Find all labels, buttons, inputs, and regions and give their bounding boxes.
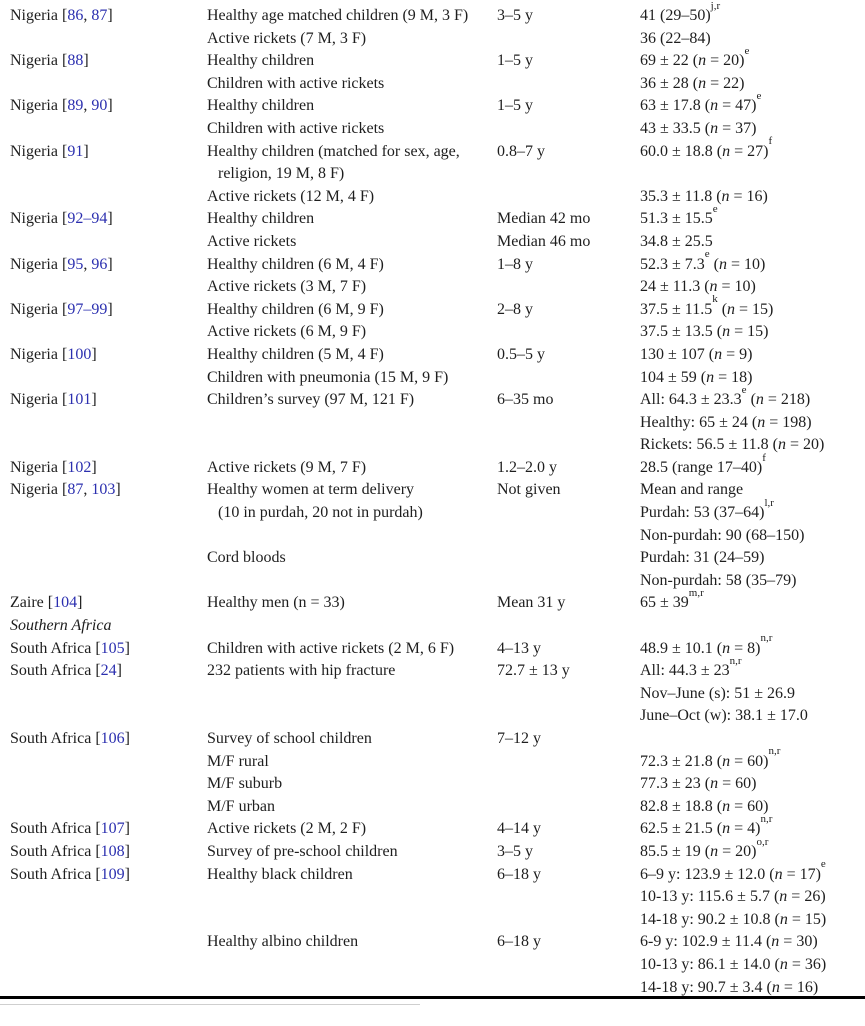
- age-cell: [497, 321, 640, 344]
- reference-link[interactable]: 87: [91, 7, 108, 24]
- section-header-label: [10, 615, 207, 638]
- country-cell: [10, 570, 207, 593]
- table-row: [10, 858, 865, 887]
- country-cell: [10, 547, 207, 570]
- value-cell: 10-13 y: 115.6 ± 5.7 (n = 26): [640, 888, 826, 906]
- footnote-superscript: n,r: [760, 813, 773, 826]
- italic-text: n: [710, 775, 719, 793]
- age-cell: [497, 412, 640, 435]
- age-cell: [497, 502, 640, 525]
- table-row: [10, 163, 865, 186]
- reference-link[interactable]: 89: [67, 97, 84, 115]
- reference-link[interactable]: 95: [67, 255, 84, 273]
- population-cell: Healthy age matched children (9 M, 3 F): [207, 7, 469, 24]
- age-cell: 6–18 y: [497, 865, 541, 883]
- country-cell: Zaire [104]: [10, 594, 83, 612]
- italic-text: n: [722, 323, 731, 341]
- table-row: [10, 344, 865, 367]
- value-cell: Healthy: 65 ± 24 (n = 198): [640, 413, 812, 431]
- value-cell: 41 $(29-50)^{j,r}$: [640, 0, 721, 24]
- population-cell: Active rickets (3 M, 7 F): [207, 278, 367, 296]
- population-cell: [207, 434, 497, 457]
- age-cell: [497, 751, 640, 774]
- age-cell: [497, 886, 640, 909]
- population-cell: Children with active rickets: [207, 119, 385, 137]
- population-cell: Active rickets (9 M, 7 F): [207, 458, 367, 476]
- population-cell: Healthy children (matched for sex, age,: [207, 142, 460, 160]
- population-cell: M/F urban: [207, 797, 275, 815]
- footnote-superscript: k: [712, 293, 718, 306]
- value-cell: [640, 728, 865, 751]
- country-cell: Nigeria [89, 90]: [10, 97, 113, 115]
- table-row: [10, 434, 865, 457]
- table-row: [10, 28, 865, 51]
- country-cell: South Africa [109]: [10, 865, 130, 883]
- population-cell: Active rickets (12 M, 4 F): [207, 187, 375, 205]
- value-cell: 14-18 y: 90.2 ± 10.8 (n = 15): [640, 910, 827, 928]
- population-cell: [207, 954, 497, 977]
- value-cell: 14-18 y: 90.7 ± 3.4 (n = 16): [640, 978, 819, 996]
- reference-link[interactable]: 101: [67, 391, 92, 409]
- value-cell: 34.8 ± 25.5: [640, 232, 713, 250]
- reference-link[interactable]: 104: [53, 594, 78, 612]
- value-cell: 28.5 (range 17–40)$^f$: [640, 451, 766, 476]
- table-row: [10, 276, 865, 299]
- population-cell: Active rickets (6 M, 9 F): [207, 323, 367, 341]
- country-cell: Nigeria [100]: [10, 345, 97, 363]
- italic-text: n: [710, 97, 719, 115]
- reference-link[interactable]: 90: [91, 97, 108, 115]
- italic-text: n: [722, 797, 731, 815]
- country-cell: [10, 321, 207, 344]
- age-cell: [497, 118, 640, 141]
- population-cell: Cord bloods: [207, 549, 286, 567]
- value-cell: [640, 163, 865, 186]
- country-cell: [10, 705, 207, 728]
- age-cell: 72.7 ± 13 y: [497, 662, 570, 680]
- population-cell: Healthy black children: [207, 865, 353, 883]
- italic-text: n: [719, 255, 727, 273]
- italic-text: n: [722, 639, 731, 657]
- population-cell: [207, 705, 497, 728]
- age-cell: 6–35 mo: [497, 391, 554, 409]
- age-cell: [497, 276, 640, 299]
- population-cell: Healthy children (6 M, 4 F): [207, 255, 384, 273]
- country-cell: [10, 412, 207, 435]
- country-cell: [10, 434, 207, 457]
- population-cell: Children with pneumonia (15 M, 9 F): [207, 368, 449, 386]
- italic-text: Southern Africa: [10, 617, 112, 635]
- value-cell: 48.9 ± 10.1 (n = 8)$^{n,r}$: [640, 632, 773, 657]
- italic-text: n: [710, 842, 719, 860]
- table-row: [10, 90, 865, 118]
- population-cell: Healthy children: [207, 97, 315, 115]
- age-cell: 0.5–5 y: [497, 345, 545, 363]
- table-bottom-rule-shadow: [0, 1004, 420, 1005]
- table-row: [10, 745, 865, 774]
- reference-link[interactable]: 103: [91, 481, 116, 499]
- italic-text: n: [710, 119, 719, 137]
- table-row: [10, 293, 865, 322]
- population-cell: Healthy children: [207, 52, 315, 70]
- population-cell: Children with active rickets (2 M, 6 F): [207, 639, 455, 657]
- italic-text: n: [779, 955, 788, 973]
- italic-text: n: [774, 865, 783, 883]
- age-cell: [497, 525, 640, 548]
- table-row: [10, 496, 865, 525]
- table-row: [10, 796, 865, 819]
- population-cell: Children’s survey (97 M, 121 F): [207, 391, 415, 409]
- age-cell: [497, 909, 640, 932]
- reference-link[interactable]: 102: [67, 458, 92, 476]
- age-cell: [497, 367, 640, 390]
- country-cell: Nigeria [91]: [10, 142, 89, 160]
- footnote-superscript: l,r: [764, 496, 774, 509]
- reference-link[interactable]: 86: [67, 7, 84, 24]
- value-cell: 52.3 ± 7.3$^e$ (n = 10): [640, 248, 766, 273]
- value-cell: $65 \pm 39^{m,r}$: [640, 587, 704, 612]
- table-row: [10, 135, 865, 164]
- population-cell: [207, 909, 497, 932]
- population-cell: Active rickets: [207, 232, 297, 250]
- footnote-superscript: n,r: [760, 632, 773, 645]
- age-cell: 0.8–7 y: [497, 142, 545, 160]
- italic-text: n: [757, 413, 766, 431]
- table-row: [10, 728, 865, 751]
- population-cell: Healthy albino children: [207, 933, 359, 951]
- reference-link[interactable]: 105: [100, 639, 125, 657]
- age-cell: 6–18 y: [497, 933, 541, 951]
- country-cell: [10, 773, 207, 796]
- reference-link[interactable]: 92–94: [67, 210, 108, 228]
- table-row: [10, 231, 865, 254]
- value-cell: 72.3 ± 21.8 (n = 60)$^{n,r}$: [640, 745, 781, 770]
- population-cell: Healthy women at term delivery: [207, 481, 415, 499]
- italic-text: n: [721, 187, 730, 205]
- age-cell: [497, 73, 640, 96]
- age-cell: 3–5 y: [497, 842, 533, 860]
- age-cell: [497, 570, 640, 593]
- footnote-superscript: f: [768, 135, 773, 148]
- table-row: [10, 705, 865, 728]
- country-cell: Nigeria [88]: [10, 52, 89, 70]
- italic-text: n: [722, 752, 731, 770]
- population-cell: Children with active rickets: [207, 74, 385, 92]
- age-cell: [497, 705, 640, 728]
- country-cell: [10, 886, 207, 909]
- value-cell: 6–9 y: 123.9 ± 12.0 (n = 17)$^e$: [640, 858, 826, 883]
- population-cell: [207, 570, 497, 593]
- country-cell: South Africa [24]: [10, 662, 122, 680]
- table-row: [10, 525, 865, 548]
- value-cell: 6-9 y: 102.9 ± 11.4 (n = 30): [640, 933, 818, 951]
- population-cell: Healthy children (5 M, 4 F): [207, 345, 384, 363]
- age-cell: [497, 683, 640, 706]
- country-cell: [10, 73, 207, 96]
- reference-link[interactable]: 109: [100, 865, 125, 883]
- country-cell: Nigeria [102]: [10, 458, 97, 476]
- table-row: [10, 203, 865, 231]
- population-cell: [207, 886, 497, 909]
- table-bottom-rule: [0, 996, 865, 999]
- age-cell: 1–5 y: [497, 52, 533, 70]
- country-cell: [10, 751, 207, 774]
- reference-link[interactable]: 107: [100, 820, 125, 838]
- table-row: [10, 654, 865, 683]
- table-row: [10, 412, 865, 435]
- table-row: [10, 547, 865, 570]
- country-cell: Nigeria [86, 87]: [10, 7, 113, 24]
- table-row: [10, 367, 865, 390]
- country-cell: [10, 118, 207, 141]
- age-cell: [497, 615, 640, 638]
- value-cell: 10-13 y: 86.1 ± 14.0 (n = 36): [640, 955, 827, 973]
- table-row: [10, 835, 865, 864]
- age-cell: 4–13 y: [497, 639, 541, 657]
- table-row: [10, 479, 865, 502]
- country-cell: South Africa [107]: [10, 820, 130, 838]
- population-cell: M/F rural: [207, 752, 269, 770]
- age-cell: [497, 434, 640, 457]
- country-cell: Nigeria [92–94]: [10, 210, 113, 228]
- population-cell: [207, 412, 497, 435]
- population-cell: religion, 19 M, 8 F): [218, 165, 345, 183]
- population-cell: Survey of school children: [207, 730, 372, 747]
- italic-text: n: [698, 52, 707, 70]
- population-cell: Active rickets (7 M, 3 F): [207, 29, 367, 47]
- country-cell: [10, 28, 207, 51]
- value-cell: 43 ± 33.5 (n = 37): [640, 119, 757, 137]
- country-cell: Nigeria [95, 96]: [10, 255, 113, 273]
- population-cell: 232 patients with hip fracture: [207, 662, 396, 680]
- age-cell: 3–5 y: [497, 7, 533, 24]
- reference-link[interactable]: 106: [100, 730, 125, 747]
- age-cell: 1–8 y: [497, 255, 533, 273]
- reference-link[interactable]: 96: [91, 255, 108, 273]
- value-cell: $37.5 \pm 11.5^k$ (n = 15): [640, 293, 774, 318]
- italic-text: n: [722, 142, 731, 160]
- age-cell: [497, 186, 640, 209]
- age-cell: 4–14 y: [497, 820, 541, 838]
- value-cell: 62.5 ± 21.5 (n = 4)$^{n,r}$: [640, 813, 773, 838]
- footnote-superscript: f: [762, 451, 766, 464]
- age-cell: [497, 773, 640, 796]
- footnote-superscript: j,r: [710, 0, 721, 12]
- italic-text: n: [755, 391, 764, 409]
- footnote-superscript: n,r: [768, 745, 781, 758]
- value-cell: 36 (22–84): [640, 29, 711, 47]
- italic-text: n: [709, 278, 718, 296]
- italic-text: n: [722, 820, 731, 838]
- italic-text: n: [771, 978, 780, 996]
- value-cell: 36 ± 28 (n = 22): [640, 74, 745, 92]
- country-cell: [10, 683, 207, 706]
- italic-text: n: [706, 368, 715, 386]
- population-cell: Healthy children (6 M, 9 F): [207, 300, 384, 318]
- population-cell: Active rickets (2 M, 2 F): [207, 820, 367, 838]
- age-cell: Not given: [497, 481, 561, 499]
- value-cell: 35.3 ± 11.8 (n = 16): [640, 187, 768, 205]
- section-header-row: [10, 615, 865, 638]
- table-row: [10, 451, 865, 480]
- value-cell: June–Oct (w): 38.1 ± 17.0: [640, 707, 808, 725]
- country-cell: [10, 796, 207, 819]
- country-cell: [10, 367, 207, 390]
- italic-text: n: [698, 74, 707, 92]
- population-cell: Survey of pre-school children: [207, 842, 398, 860]
- reference-link[interactable]: 88: [67, 52, 84, 70]
- value-cell: 82.8 ± 18.8 (n = 60): [640, 797, 769, 815]
- country-cell: Nigeria [87, 103]: [10, 481, 121, 499]
- italic-text: n: [779, 910, 788, 928]
- footnote-superscript: e: [756, 90, 762, 103]
- value-cell: Nov–June (s): 51 ± 26.9: [640, 684, 795, 702]
- population-cell: M/F suburb: [207, 775, 283, 793]
- table-row: [10, 186, 865, 209]
- value-cell: [640, 615, 865, 638]
- age-cell: 1–5 y: [497, 97, 533, 115]
- age-cell: Median 46 mo: [497, 232, 591, 250]
- value-cell: All: 64.3 ± 23.3$^e$ (n = 218): [640, 383, 811, 409]
- reference-link[interactable]: 24: [100, 662, 117, 680]
- table-row: [10, 248, 865, 277]
- table-row: [10, 383, 865, 412]
- italic-text: n: [779, 888, 788, 906]
- footnote-superscript: e: [741, 383, 747, 396]
- table-row: [10, 587, 865, 615]
- value-cell: Rickets: 56.5 ± 11.8 (n = 20): [640, 436, 825, 454]
- table-row: [10, 118, 865, 141]
- table-row: [10, 73, 865, 96]
- table-row: [10, 44, 865, 73]
- value-cell: 104 ± 59 (n = 18): [640, 368, 753, 386]
- table-row: [10, 931, 865, 954]
- italic-text: n: [714, 345, 723, 363]
- age-cell: 1.2–2.0 y: [497, 458, 557, 476]
- italic-text: n: [771, 933, 780, 951]
- footnote-superscript: m,r: [688, 587, 704, 600]
- value-cell: Purdah: 53 $(37-64)^{l,r}$: [640, 496, 774, 522]
- table-row: [10, 0, 865, 28]
- value-cell: 69 ± 22 (n = 20)$^e$: [640, 44, 750, 70]
- value-cell: Non-purdah: 90 (68–150): [640, 526, 805, 544]
- population-cell: Healthy children: [207, 210, 315, 228]
- country-cell: [10, 525, 207, 548]
- value-cell: 51.3 ± 15.5$^e$: [640, 203, 718, 228]
- value-cell: Non-purdah: 58 (35–79): [640, 571, 797, 589]
- table-row: [10, 321, 865, 344]
- table-row: [10, 570, 865, 593]
- value-cell: Purdah: 31 (24–59): [640, 549, 765, 567]
- population-cell: [207, 525, 497, 548]
- reference-link[interactable]: 91: [67, 142, 84, 160]
- country-cell: [10, 186, 207, 209]
- country-cell: [10, 276, 207, 299]
- value-cell: 37.5 ± 13.5 (n = 15): [640, 323, 769, 341]
- population-cell: (10 in purdah, 20 not in purdah): [218, 504, 423, 522]
- population-cell: [207, 683, 497, 706]
- country-cell: [10, 163, 207, 186]
- country-cell: [10, 231, 207, 254]
- country-cell: South Africa [108]: [10, 842, 130, 860]
- italic-text: n: [777, 436, 786, 454]
- value-cell: 63 ± 17.8 (n = 47)$^e$: [640, 90, 762, 115]
- age-cell: [497, 796, 640, 819]
- table-row: [10, 813, 865, 841]
- population-cell: Healthy men (n = 33): [207, 594, 345, 612]
- footnote-superscript: n,r: [729, 654, 742, 667]
- value-cell: Mean and range: [640, 481, 744, 499]
- population-cell: [207, 615, 497, 638]
- footnote-superscript: e: [712, 203, 718, 216]
- age-cell: Median 42 mo: [497, 210, 591, 228]
- age-cell: [497, 547, 640, 570]
- footnote-superscript: e: [820, 858, 826, 871]
- age-cell: 7–12 y: [497, 730, 541, 747]
- country-cell: Nigeria [101]: [10, 391, 97, 409]
- value-cell: All: $44.3 \pm 23^{n,r}$: [640, 654, 742, 680]
- value-cell: 85.5 ± 19 (n = 20)$^{o,r}$: [640, 835, 769, 860]
- value-cell: 24 ± 11.3 (n = 10): [640, 278, 756, 296]
- age-cell: [497, 954, 640, 977]
- italic-text: n: [727, 300, 736, 318]
- footnote-superscript: e: [744, 44, 750, 57]
- country-cell: [10, 954, 207, 977]
- value-cell: 60.0 ± 18.8 (n = 27)$^f$: [640, 135, 773, 160]
- table-row: [10, 909, 865, 932]
- age-cell: Mean 31 y: [497, 594, 566, 612]
- value-cell: 77.3 ± 23 (n = 60): [640, 775, 757, 793]
- value-cell: 130 ± 107 (n = 9): [640, 345, 753, 363]
- reference-link[interactable]: 87: [67, 481, 84, 499]
- table-row: [10, 954, 865, 977]
- age-cell: 2–8 y: [497, 300, 533, 318]
- age-cell: [497, 163, 640, 186]
- table-row: [10, 886, 865, 909]
- country-cell: [10, 502, 207, 525]
- reference-link[interactable]: 108: [100, 842, 125, 860]
- reference-link[interactable]: 97–99: [67, 300, 108, 318]
- table-row: [10, 683, 865, 706]
- country-cell: Nigeria [97–99]: [10, 300, 113, 318]
- country-cell: South Africa [105]: [10, 639, 130, 657]
- reference-link[interactable]: 100: [67, 345, 92, 363]
- table-row: [10, 773, 865, 796]
- country-cell: [10, 909, 207, 932]
- country-cell: South Africa [106]: [10, 730, 130, 747]
- age-cell: [497, 28, 640, 51]
- footnote-superscript: o,r: [756, 835, 769, 848]
- footnote-superscript: e: [704, 248, 710, 261]
- country-cell: [10, 931, 207, 954]
